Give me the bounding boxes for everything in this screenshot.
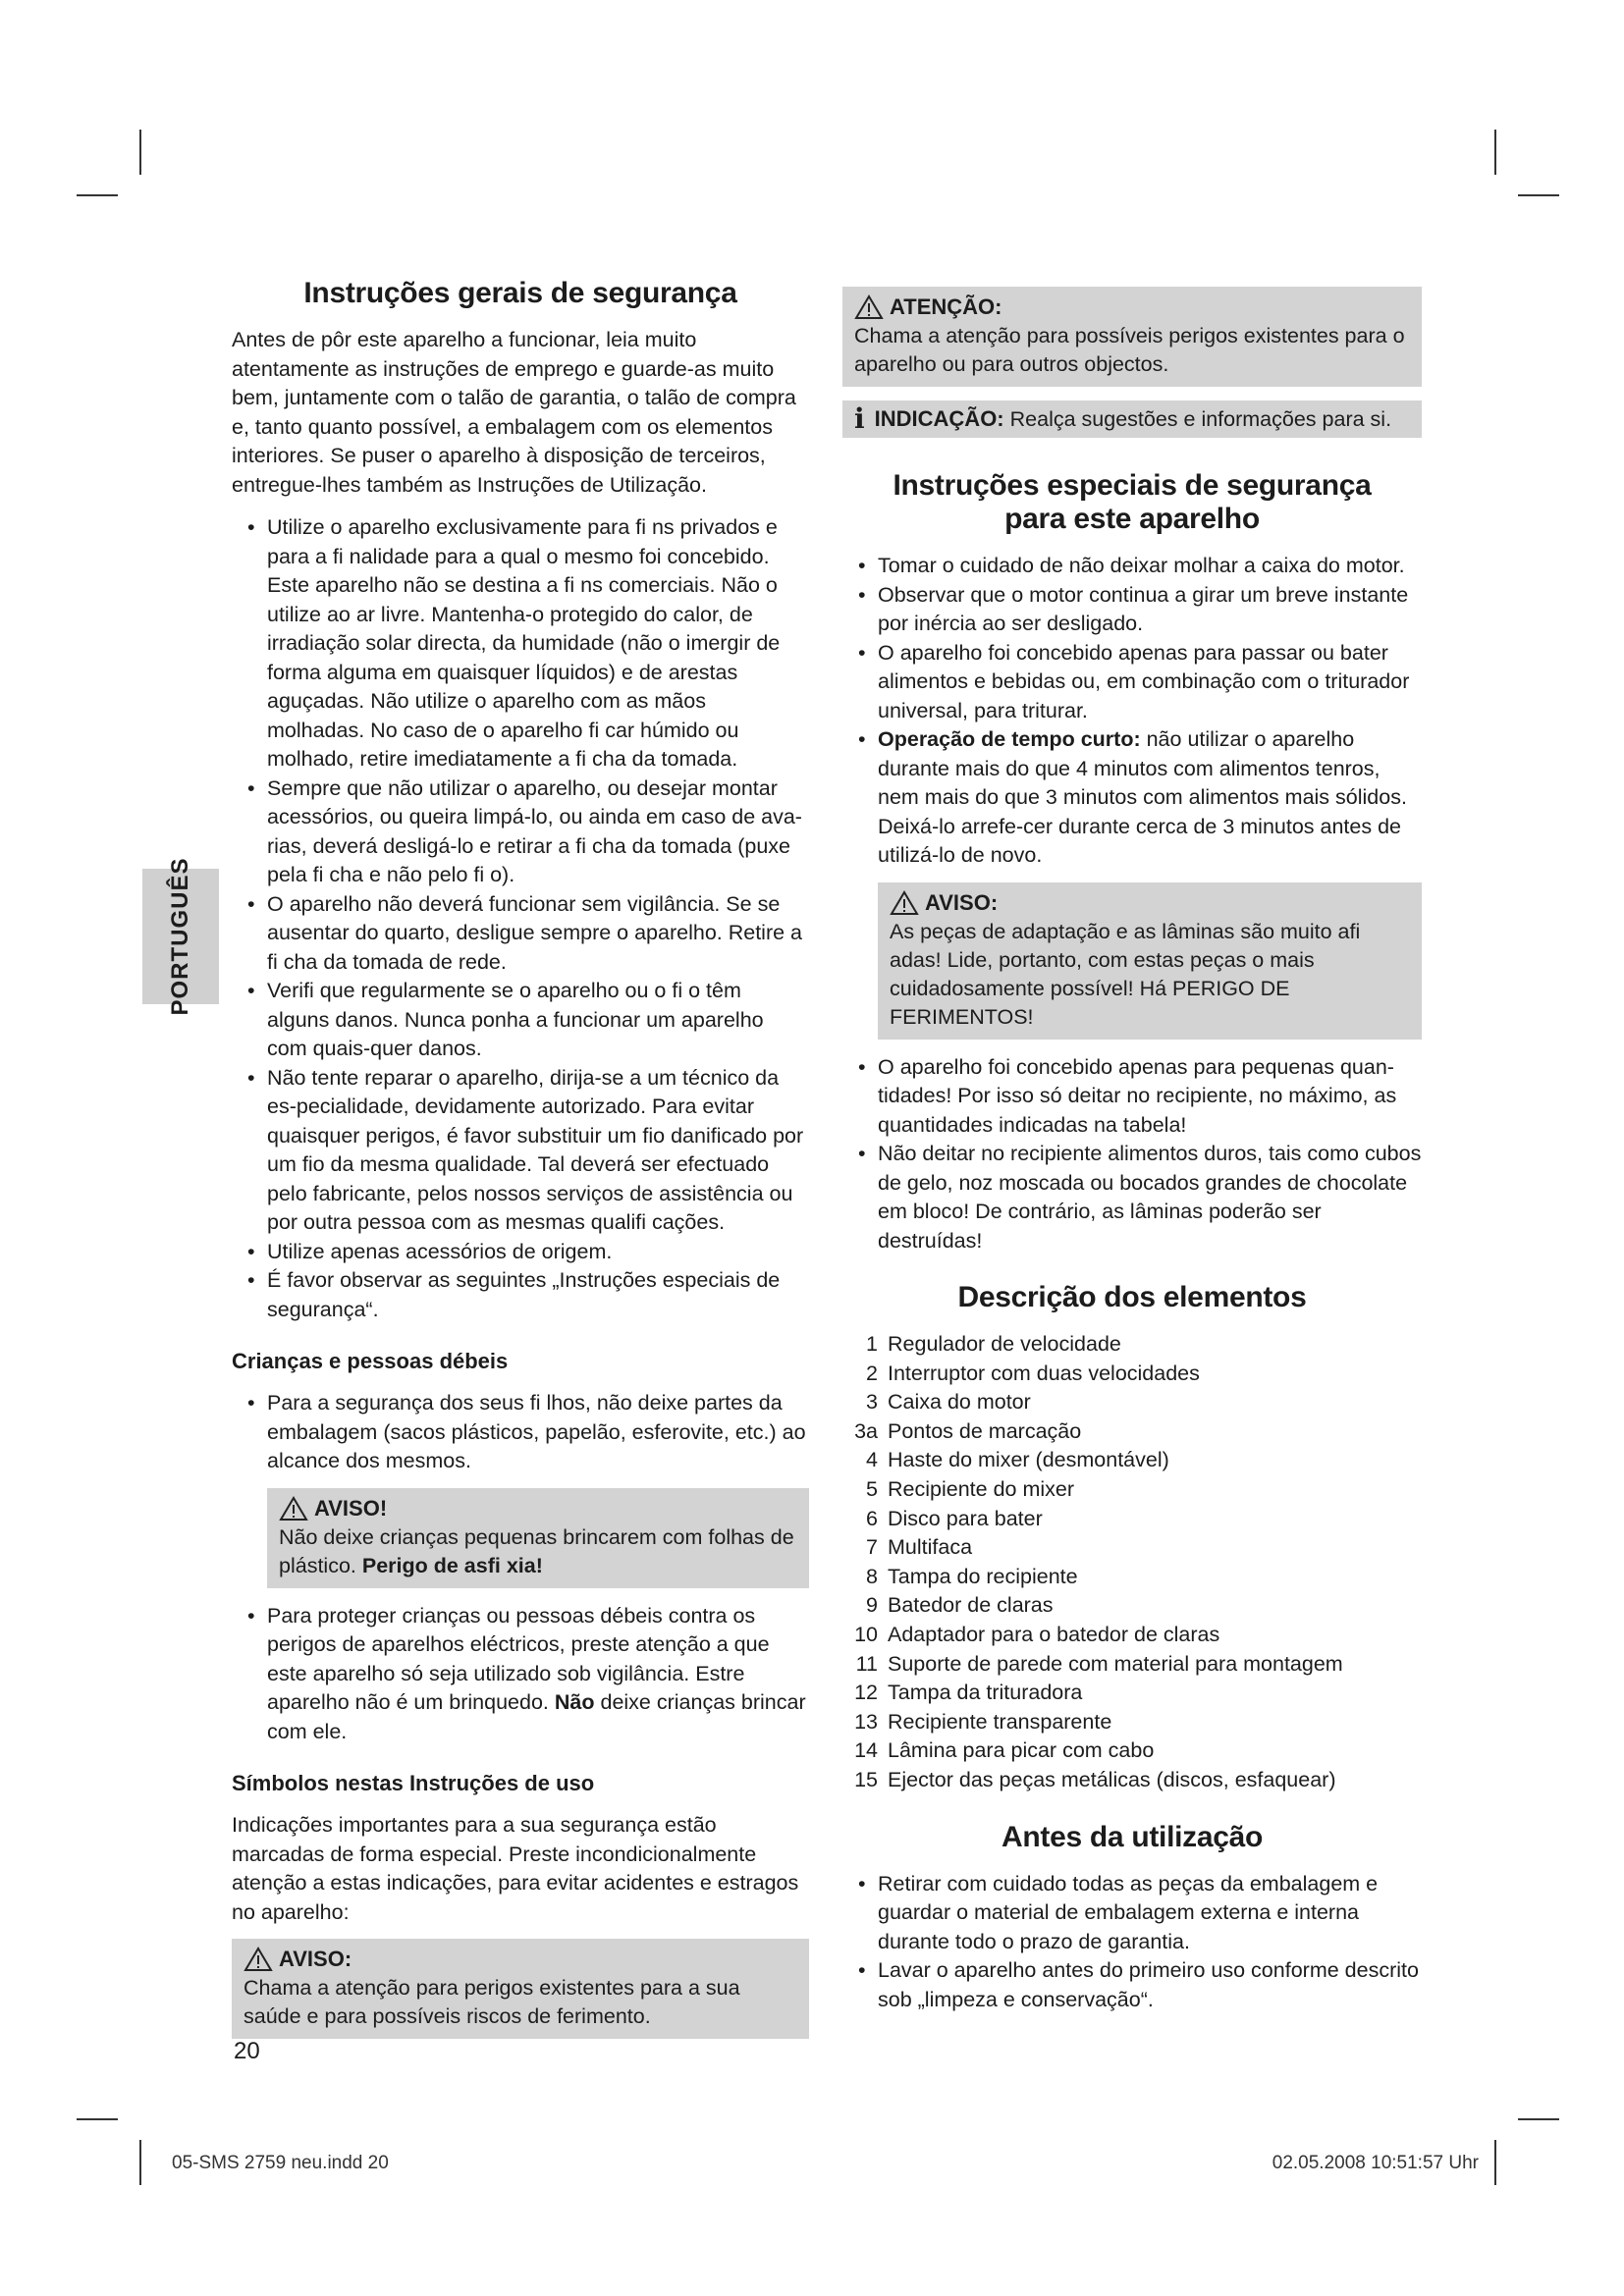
symbols-heading: Símbolos nestas Instruções de uso [232, 1771, 595, 1795]
page-number: 20 [234, 2038, 260, 2064]
list-item: • Retirar com cuidado todas as peças da embalagem e guardar o material de embalagem externa e interna durante todo o prazo de garantia. [842, 1870, 1422, 1957]
list-item: • Tomar o cuidado de não deixar molhar a caixa do motor. [842, 552, 1422, 581]
warning-header [244, 1945, 799, 1974]
warning-triangle-icon [279, 1496, 308, 1522]
section-title-special-safety: Instruções especiais de segurança para este aparelho [893, 469, 1372, 535]
list-item: 3 Caixa do motor [866, 1390, 1031, 1415]
language-tab [142, 857, 219, 1016]
list-item: • Não deitar no recipiente alimentos duros, tais como cubos de gelo, noz moscada ou bocados grandes de chocolate em bloco! De contrário, as lâminas poderão ser destruídas! [842, 1140, 1422, 1255]
symbols-paragraph: Indicações importantes para a sua segurança estão marcadas de forma especial. Preste incondicionalmente atenção a estas indicações, para evitar acidentes e estragos no aparelho: [232, 1813, 799, 1924]
children-list-2 [232, 1602, 809, 1747]
attention-text: Chama a atenção para possíveis perigos existentes para o aparelho ou para outros objectos. [854, 324, 1405, 376]
list-item: • Não tente reparar o aparelho, dirija-se a um técnico da es-pecialidade, devidamente autorizado. Para evitar quaisquer perigos, é favor substituir um fio danificado por um fio da mesma qualidade. Tal deverá ser efectuado pelo fabricante, pelos nossos serviços de assistência ou por outra pessoa com as mesmas qualifi cações. [232, 1064, 809, 1238]
intro-paragraph: Antes de pôr este aparelho a funcionar, leia muito atentamente as instruções de emprego e guarde-as muito bem, juntamente com o talão de garantia, o talão de compra e, tanto quanto possível, a embalagem com os elementos interiores. Se puser o aparelho à disposição de terceiros, entregue-lhes também as Instruções de Utilização. [232, 328, 796, 497]
list-item: • Verifi que regularmente se o aparelho ou o fi o têm alguns danos. Nunca ponha a funcionar um aparelho com quais-quer danos. [232, 977, 809, 1064]
language-tab-label: PORTUGUÊS [167, 857, 193, 1016]
warning-title: AVISO: [925, 889, 999, 915]
footer-timestamp: 02.05.2008 10:51:57 Uhr [1272, 2153, 1479, 2173]
warning-header [279, 1494, 799, 1523]
warning-text: As peças de adaptação e as lâminas são muito afi adas! Lide, portanto, com estas peças o mais cuidadosamente possível! Há PERIGO DE FERIMENTOS! [890, 919, 1361, 1029]
list-item: 2 Interruptor com duas velocidades [866, 1361, 1200, 1385]
list-item: 11 Suporte de parede com material para montagem [855, 1651, 1343, 1676]
attention-title: ATENÇÃO: [890, 294, 1002, 319]
list-item: • É favor observar as seguintes „Instruções especiais de segurança“. [232, 1266, 809, 1324]
crop-mark [77, 194, 118, 196]
list-item: 6 Disco para bater [866, 1506, 1043, 1530]
special-safety-list-2 [842, 1053, 1422, 1256]
parts-list [842, 1330, 1422, 1795]
info-icon: i [854, 402, 865, 435]
attention-header [854, 293, 1412, 322]
warning-text: Não deixe crianças pequenas brincarem com folhas de plástico. Perigo de asfi xia! [279, 1524, 794, 1577]
warning-text: Chama a atenção para perigos existentes para a sua saúde e para possíveis riscos de ferimento. [244, 1976, 740, 2028]
list-item: 13 Recipiente transparente [854, 1709, 1112, 1734]
general-safety-list [232, 513, 809, 1324]
warning-title: AVISO: [279, 1947, 352, 1971]
warning-box [232, 1939, 809, 2039]
before-use-list [842, 1870, 1422, 2015]
list-item: 3a Pontos de marcação [854, 1418, 1082, 1443]
children-list [232, 1389, 809, 1476]
warning-box [878, 882, 1422, 1040]
list-item: 14 Lâmina para picar com cabo [854, 1738, 1155, 1763]
footer-file-info: 05-SMS 2759 neu.indd 20 [172, 2153, 389, 2173]
list-item: • Lavar o aparelho antes do primeiro uso conforme descrito sob „limpeza e conservação“. [842, 1956, 1422, 2014]
list-item: • Utilize apenas acessórios de origem. [232, 1238, 809, 1267]
list-item: 8 Tampa do recipiente [866, 1564, 1078, 1588]
crop-mark [1518, 194, 1559, 196]
left-column [232, 277, 809, 2053]
section-title-parts: Descrição dos elementos [957, 1281, 1307, 1313]
section-title-before-use: Antes da utilização [1001, 1820, 1264, 1853]
crop-mark [1494, 130, 1496, 175]
list-item: 15 Ejector das peças metálicas (discos, esfaquear) [854, 1767, 1336, 1791]
crop-mark [139, 130, 141, 175]
list-item: 10 Adaptador para o batedor de claras [854, 1622, 1220, 1646]
children-heading: Crianças e pessoas débeis [232, 1349, 509, 1373]
list-item: • O aparelho não deverá funcionar sem vigilância. Se se ausentar do quarto, desligue sempre o aparelho. Retire a fi cha da tomada de rede. [232, 890, 809, 978]
crop-mark [1518, 2118, 1559, 2120]
crop-mark [77, 2118, 118, 2120]
warning-triangle-icon [854, 294, 884, 320]
warning-header [890, 888, 1412, 918]
warning-box [267, 1488, 809, 1588]
list-item: • O aparelho foi concebido apenas para pequenas quan-tidades! Por isso só deitar no recipiente, no máximo, as quantidades indicadas na tabela! [842, 1053, 1422, 1141]
special-safety-list [842, 552, 1422, 871]
warning-title: AVISO! [314, 1495, 388, 1521]
hint-header [854, 404, 1412, 434]
list-item: • Observar que o motor continua a girar um breve instante por inércia ao ser desligado. [842, 581, 1422, 639]
crop-mark [139, 2140, 141, 2185]
attention-box [842, 287, 1422, 387]
list-item: 1 Regulador de velocidade [866, 1332, 1121, 1356]
list-item: 7 Multifaca [866, 1535, 973, 1560]
crop-mark [1494, 2140, 1496, 2185]
list-item: • Sempre que não utilizar o aparelho, ou desejar montar acessórios, ou queira limpá-lo, ou ainda em caso de ava-rias, deverá desligá-lo e retirar a fi cha da tomada (puxe pela fi cha e não pelo fi o). [232, 774, 809, 890]
section-title-general-safety: Instruções gerais de segurança [303, 277, 737, 309]
list-item: • Operação de tempo curto: não utilizar o aparelho durante mais do que 4 minutos com alimentos tenros, nem mais do que 3 minutos com alimentos mais sólidos. Deixá-lo arrefe-cer durante cerca de 3 minutos antes de utilizá-lo de novo. [842, 725, 1422, 871]
warning-triangle-icon [890, 890, 919, 916]
list-item: • Utilize o aparelho exclusivamente para fi ns privados e para a fi nalidade para a qual o mesmo foi concebido. Este aparelho não se destina a fi ns comerciais. Não o utilize ao ar livre. Mantenha-o protegido do calor, de irradiação solar directa, da humidade (não o imergir de forma alguma em quaisquer líquidos) e de arestas aguçadas. Não utilize o aparelho com as mãos molhadas. No caso de o aparelho fi car húmido ou molhado, retire imediatamente a fi cha da tomada. [232, 513, 809, 774]
hint-box [842, 400, 1422, 438]
list-item: • O aparelho foi concebido apenas para passar ou bater alimentos e bebidas ou, em combinação com o triturador universal, para triturar. [842, 639, 1422, 726]
list-item: • Para proteger crianças ou pessoas débeis contra os perigos de aparelhos eléctricos, preste atenção a que este aparelho só seja utilizado sob vigilância. Estre aparelho não é um brinquedo. Não deixe crianças brincar com ele. [232, 1602, 809, 1747]
warning-triangle-icon [244, 1947, 273, 1972]
list-item: 12 Tampa da trituradora [854, 1681, 1083, 1705]
list-item: 4 Haste do mixer (desmontável) [866, 1448, 1169, 1472]
list-item: • Para a segurança dos seus fi lhos, não deixe partes da embalagem (sacos plásticos, papelão, esferovite, etc.) ao alcance dos mesmos. [232, 1389, 809, 1476]
hint-text: Realça sugestões e informações para si. [1009, 407, 1392, 431]
list-item: 9 Batedor de claras [866, 1593, 1054, 1618]
list-item: 5 Recipiente do mixer [866, 1476, 1075, 1501]
right-column [842, 287, 1422, 2014]
hint-title: INDICAÇÃO: [874, 406, 1004, 431]
